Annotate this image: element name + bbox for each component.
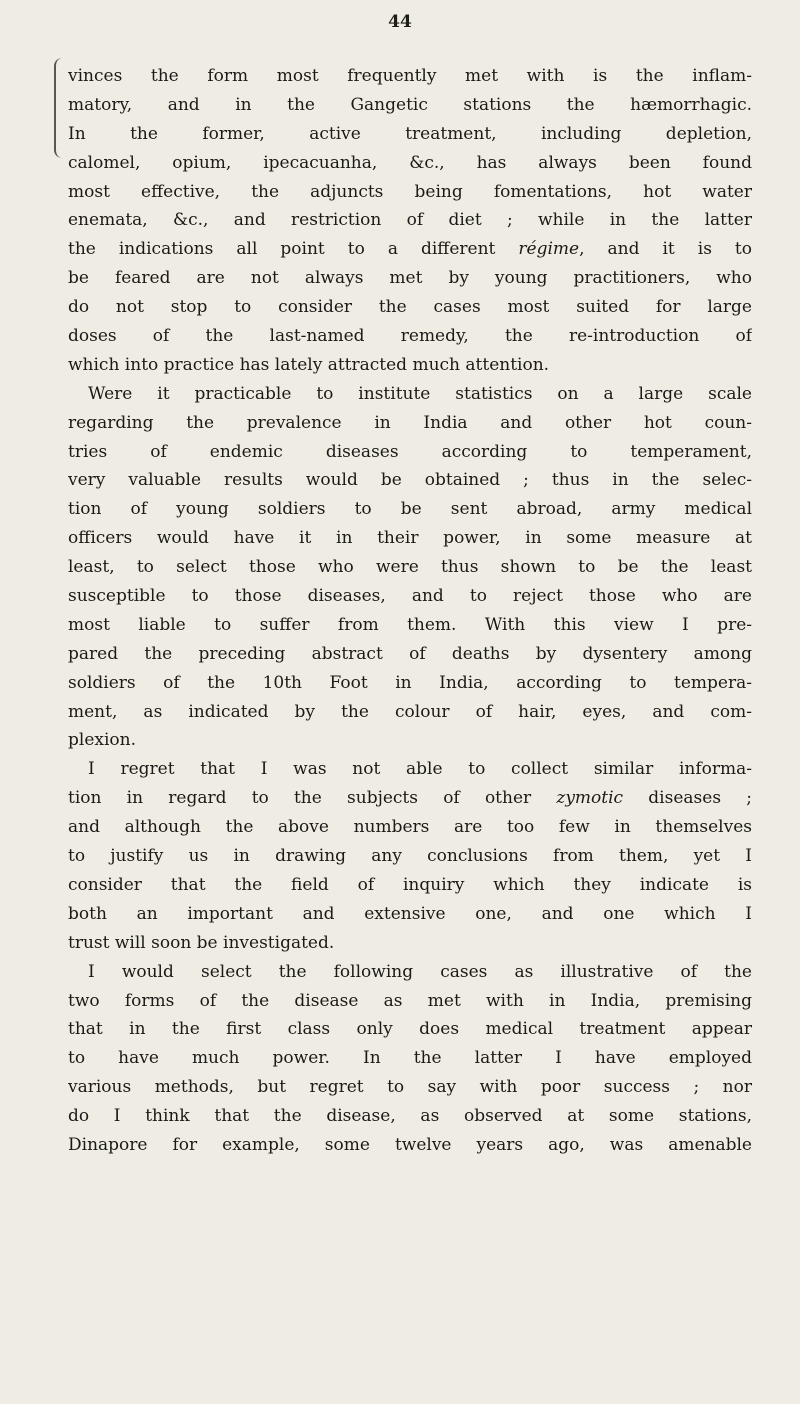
text-line: In the former, active treatment, including depletion,: [68, 123, 752, 144]
page-number: 44: [388, 12, 412, 32]
text-line: very valuable results would be obtained ; thus in the selec-: [68, 470, 752, 491]
text-line: various methods, but regret to say with poor success ; nor: [68, 1077, 752, 1098]
text-line: two forms of the disease as met with in India, premising: [68, 990, 752, 1011]
text-line: soldiers of the 10th Foot in India, according to tempera-: [68, 672, 752, 693]
text-line: least, to select those who were thus shown to be the least: [68, 557, 752, 578]
text-line: tries of endemic diseases according to temperament,: [68, 441, 752, 462]
text-line: which into practice has lately attracted much attention.: [68, 354, 550, 375]
body-text: [68, 62, 752, 1160]
text-line: enemata, &c., and restriction of diet ; while in the latter: [68, 210, 752, 231]
text-line: trust will soon be investigated.: [68, 932, 335, 953]
text-line: do I think that the disease, as observed at some stations,: [68, 1106, 752, 1127]
text-line: and although the above numbers are too few in themselves: [68, 817, 752, 838]
text-line: vinces the form most frequently met with is the inflam-: [68, 66, 752, 86]
margin-bracket-mark: [54, 58, 62, 158]
text-line: consider that the field of inquiry which they indicate is: [68, 874, 752, 895]
text-line: Were it practicable to institute statistics on a large scale: [88, 383, 752, 404]
text-line: plexion.: [68, 730, 136, 751]
text-line: to have much power. In the latter I have employed: [68, 1048, 752, 1069]
text-line: the indications all point to a different régime, and it is to: [68, 239, 752, 260]
text-line: matory, and in the Gangetic stations the hæmorrhagic.: [68, 94, 752, 115]
text-line: tion in regard to the subjects of other zymotic diseases ;: [68, 788, 752, 809]
text-line: be feared are not always met by young practitioners, who: [68, 268, 752, 289]
text-line: I regret that I was not able to collect similar informa-: [88, 759, 752, 780]
text-line: tion of young soldiers to be sent abroad, army medical: [68, 499, 752, 520]
text-line: pared the preceding abstract of deaths by dysentery among: [68, 643, 752, 664]
text-line: officers would have it in their power, in some measure at: [68, 528, 752, 549]
text-line: doses of the last-named remedy, the re-introduction of: [68, 326, 752, 347]
text-line: I would select the following cases as illustrative of the: [88, 961, 752, 982]
text-line: to justify us in drawing any conclusions from them, yet I: [68, 846, 752, 867]
text-line: most liable to suffer from them. With this view I pre-: [68, 614, 752, 635]
text-line: ment, as indicated by the colour of hair, eyes, and com-: [68, 701, 752, 722]
text-line: both an important and extensive one, and one which I: [68, 903, 752, 924]
text-line: most effective, the adjuncts being fomentations, hot water: [68, 181, 752, 202]
text-line: Dinapore for example, some twelve years ago, was amenable: [68, 1134, 752, 1155]
text-line: susceptible to those diseases, and to reject those who are: [68, 586, 752, 607]
text-line: regarding the prevalence in India and other hot coun-: [68, 412, 752, 433]
text-line: do not stop to consider the cases most suited for large: [68, 297, 752, 318]
text-line: calomel, opium, ipecacuanha, &c., has always been found: [68, 152, 752, 173]
text-line: that in the first class only does medical treatment appear: [68, 1019, 752, 1040]
